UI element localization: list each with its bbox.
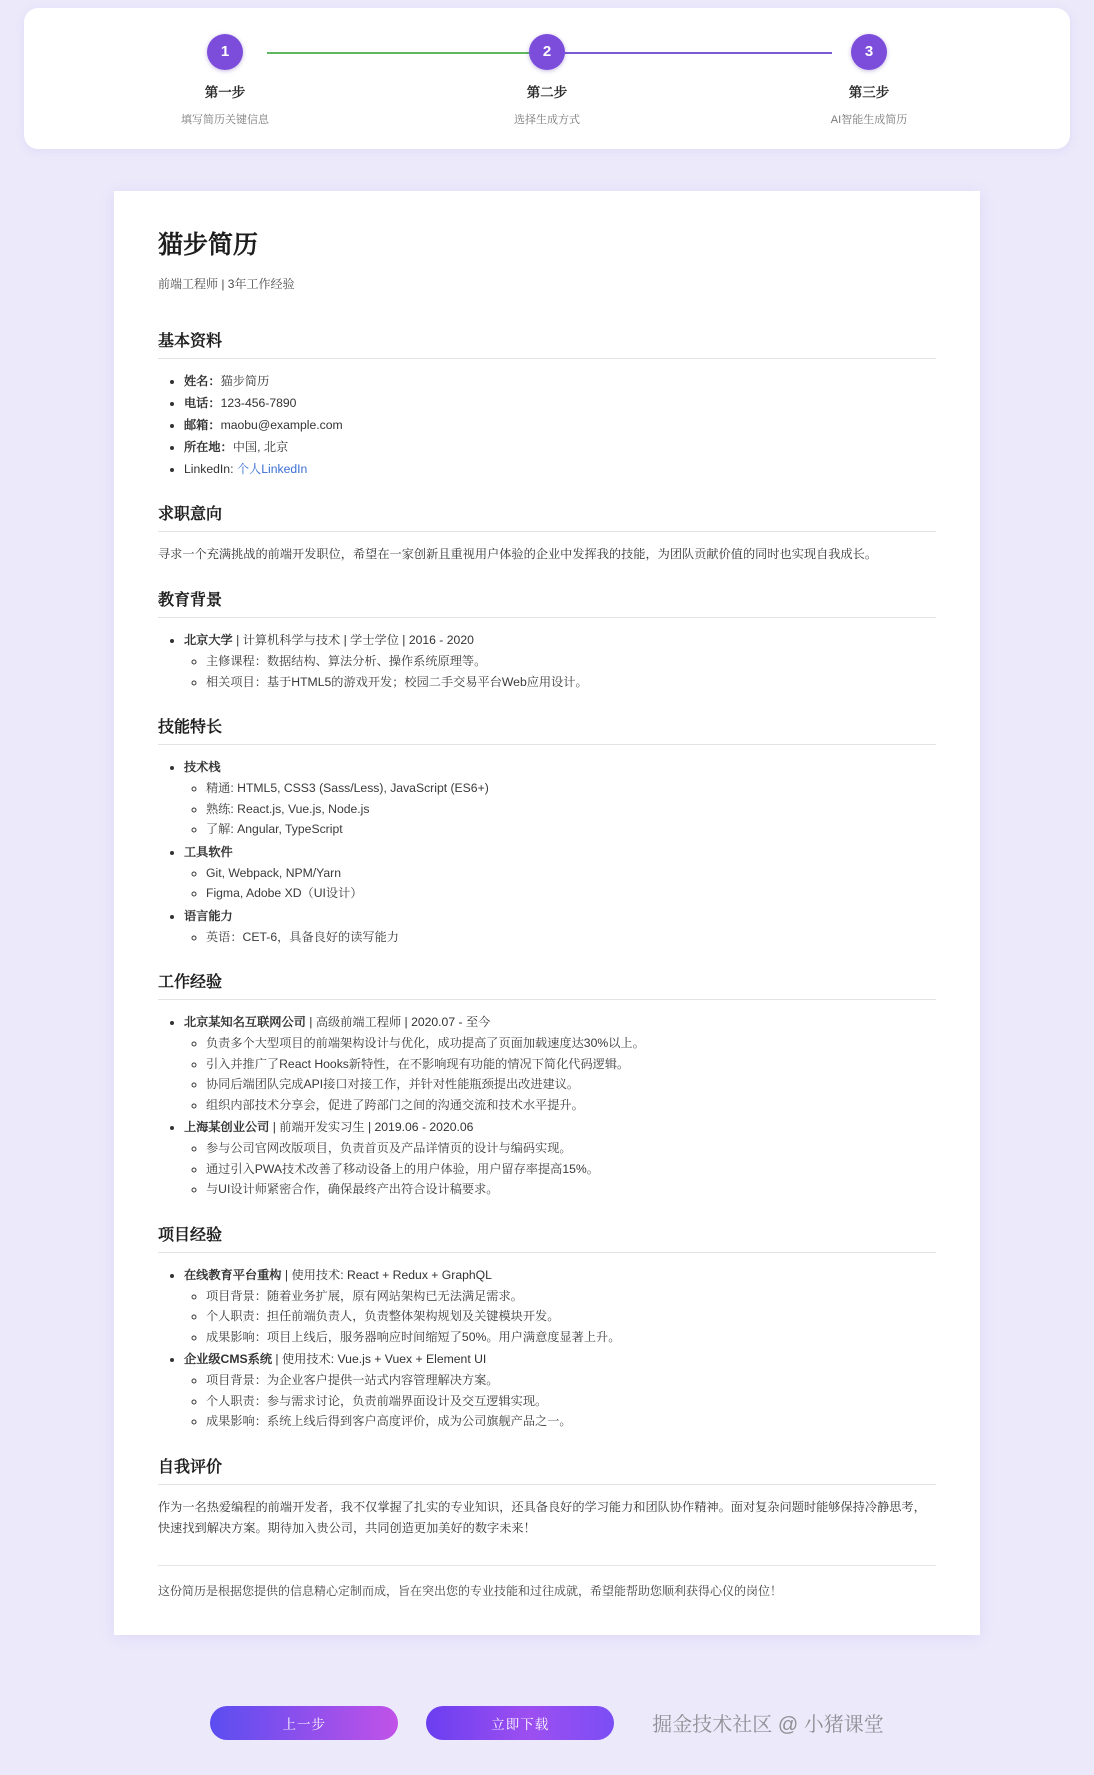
list-item: ◦ 主修课程：数据结构、算法分析、操作系统原理等。 — [206, 652, 936, 672]
projects-list — [158, 1265, 936, 1432]
experience-company-0: 北京某知名互联网公司 — [184, 1015, 306, 1029]
education-sublist-0 — [184, 652, 936, 692]
project-sublist-0 — [184, 1287, 936, 1348]
list-item — [184, 437, 936, 457]
basic-label-3: 所在地： — [184, 440, 233, 454]
step-title-3: 第三步 — [848, 85, 890, 100]
list-item: ◦ Git, Webpack, NPM/Yarn — [206, 864, 936, 884]
download-button[interactable]: 立即下载 — [426, 1706, 614, 1740]
resume-subtitle: 前端工程师 | 3年工作经验 — [158, 277, 295, 291]
list-item — [184, 1349, 936, 1432]
skill-sublist-1 — [184, 864, 936, 904]
list-item: ◦ 参与公司官网改版项目，负责首页及产品详情页的设计与编码实现。 — [206, 1139, 936, 1159]
section-title-objective: 求职意向 — [158, 501, 936, 532]
stepper-card — [24, 8, 1070, 149]
list-item — [184, 415, 936, 435]
list-item — [184, 842, 936, 904]
list-item — [184, 1012, 936, 1115]
experience-company-1: 上海某创业公司 — [184, 1120, 270, 1134]
experience-detail-0: | 高级前端工程师 | 2020.07 - 至今 — [305, 1015, 491, 1029]
basic-value-1: 123-456-7890 — [220, 396, 297, 410]
education-school-0: 北京大学 — [184, 633, 233, 647]
education-detail-0: | 计算机科学与技术 | 学士学位 | 2016 - 2020 — [232, 633, 474, 647]
step-number-3: 3 — [851, 34, 887, 70]
list-item: ◦ 个人职责：参与需求讨论，负责前端界面设计及交互逻辑实现。 — [206, 1392, 936, 1412]
experience-sublist-0 — [184, 1034, 936, 1115]
step-item-2[interactable] — [386, 34, 708, 127]
section-title-education: 教育背景 — [158, 587, 936, 618]
skill-sublist-2 — [184, 928, 936, 948]
stepper — [64, 34, 1030, 127]
list-item — [184, 371, 936, 391]
list-item — [184, 1265, 936, 1348]
skills-list — [158, 757, 936, 947]
list-item: ◦ 个人职责：担任前端负责人，负责整体架构规划及关键模块开发。 — [206, 1307, 936, 1327]
basic-value-3: 中国, 北京 — [232, 440, 289, 454]
experience-list — [158, 1012, 936, 1200]
list-item: ◦ 英语：CET-6，具备良好的读写能力 — [206, 928, 936, 948]
section-title-self: 自我评价 — [158, 1454, 936, 1485]
skill-group-title-0: 技术栈 — [184, 760, 221, 774]
step-item-1[interactable] — [64, 34, 386, 127]
list-item: ◦ 通过引入PWA技术改善了移动设备上的用户体验，用户留存率提高15%。 — [206, 1160, 936, 1180]
basic-label-0: 姓名： — [184, 374, 221, 388]
list-item: ◦ 项目背景：随着业务扩展，原有网站架构已无法满足需求。 — [206, 1287, 936, 1307]
step-sub-1: 填写简历关键信息 — [181, 114, 269, 126]
experience-sublist-1 — [184, 1139, 936, 1200]
project-sublist-1 — [184, 1371, 936, 1432]
list-item: ◦ 了解: Angular, TypeScript — [206, 820, 936, 840]
linkedin-link[interactable]: 个人LinkedIn — [236, 462, 308, 476]
resume-name: 猫步简历 — [158, 231, 259, 259]
list-item — [184, 757, 936, 840]
list-item: ◦ 与UI设计师紧密合作，确保最终产出符合设计稿要求。 — [206, 1180, 936, 1200]
project-tech-0: | 使用技术: React + Redux + GraphQL — [281, 1267, 492, 1282]
step-sub-3: AI智能生成简历 — [830, 114, 908, 126]
skill-group-title-2: 语言能力 — [184, 908, 233, 923]
list-item: ◦ 成果影响：项目上线后，服务器响应时间缩短了50%。用户满意度显著上升。 — [206, 1328, 936, 1348]
step-sub-2: 选择生成方式 — [514, 114, 580, 126]
list-item — [184, 630, 936, 692]
project-name-0: 在线教育平台重构 — [184, 1267, 282, 1282]
resume-preview — [114, 191, 980, 1635]
list-item — [184, 1117, 936, 1200]
list-item: ◦ 负责多个大型项目的前端架构设计与优化，成功提高了页面加载速度达30%以上。 — [206, 1034, 936, 1054]
step-number-2: 2 — [529, 34, 565, 70]
section-title-skills: 技能特长 — [158, 714, 936, 745]
list-item — [184, 459, 936, 479]
step-title-2: 第二步 — [526, 85, 568, 100]
project-tech-1: | 使用技术: Vue.js + Vuex + Element UI — [272, 1352, 487, 1366]
list-item: ◦ 协同后端团队完成API接口对接工作，并针对性能瓶颈提出改进建议。 — [206, 1075, 936, 1095]
section-title-projects: 项目经验 — [158, 1222, 936, 1253]
project-name-1: 企业级CMS系统 — [184, 1352, 273, 1366]
list-item: ◦ 成果影响：系统上线后得到客户高度评价，成为公司旗舰产品之一。 — [206, 1412, 936, 1432]
basic-label-4: LinkedIn: — [184, 462, 237, 476]
education-list — [158, 630, 936, 692]
list-item: ◦ Figma, Adobe XD（UI设计） — [206, 884, 936, 904]
list-item — [184, 393, 936, 413]
basic-value-0: 猫步简历 — [220, 374, 270, 388]
section-title-basic: 基本资料 — [158, 328, 936, 359]
list-item: ◦ 熟练: React.js, Vue.js, Node.js — [206, 800, 936, 820]
previous-step-button[interactable]: 上一步 — [210, 1706, 398, 1740]
list-item — [184, 906, 936, 948]
experience-detail-1: | 前端开发实习生 | 2019.06 - 2020.06 — [269, 1120, 474, 1134]
self-evaluation-text: 作为一名热爱编程的前端开发者，我不仅掌握了扎实的专业知识，还具备良好的学习能力和团队协作精神。面对复杂问题时能够保持冷静思考，快速找到解决方案。期待加入贵公司，共同创造更加美好的数字未来！ — [158, 1499, 926, 1535]
basic-label-2: 邮箱： — [184, 418, 221, 432]
list-item: ◦ 精通: HTML5, CSS3 (Sass/Less), JavaScript (ES6+) — [206, 779, 936, 799]
resume-footnote: 这份简历是根据您提供的信息精心定制而成，旨在突出您的专业技能和过往成就，希望能帮助您顺利获得心仪的岗位！ — [158, 1565, 936, 1599]
basic-info-list — [158, 371, 936, 479]
basic-value-2: maobu@example.com — [220, 418, 343, 432]
list-item: ◦ 引入并推广了React Hooks新特性，在不影响现有功能的情况下简化代码逻辑。 — [206, 1055, 936, 1075]
basic-label-1: 电话： — [184, 396, 221, 410]
bottom-action-bar — [0, 1671, 1094, 1775]
watermark-text: 掘金技术社区 @ 小猪课堂 — [652, 1714, 884, 1736]
list-item: ◦ 相关项目：基于HTML5的游戏开发；校园二手交易平台Web应用设计。 — [206, 673, 936, 693]
section-title-experience: 工作经验 — [158, 969, 936, 1000]
list-item: ◦ 项目背景：为企业客户提供一站式内容管理解决方案。 — [206, 1371, 936, 1391]
step-number-1: 1 — [207, 34, 243, 70]
objective-text: 寻求一个充满挑战的前端开发职位，希望在一家创新且重视用户体验的企业中发挥我的技能，为团队贡献价值的同时也实现自我成长。 — [158, 547, 878, 561]
list-item: ◦ 组织内部技术分享会，促进了跨部门之间的沟通交流和技术水平提升。 — [206, 1096, 936, 1116]
step-title-1: 第一步 — [204, 85, 246, 100]
skill-sublist-0 — [184, 779, 936, 840]
skill-group-title-1: 工具软件 — [184, 844, 233, 859]
step-item-3[interactable] — [708, 34, 1030, 127]
